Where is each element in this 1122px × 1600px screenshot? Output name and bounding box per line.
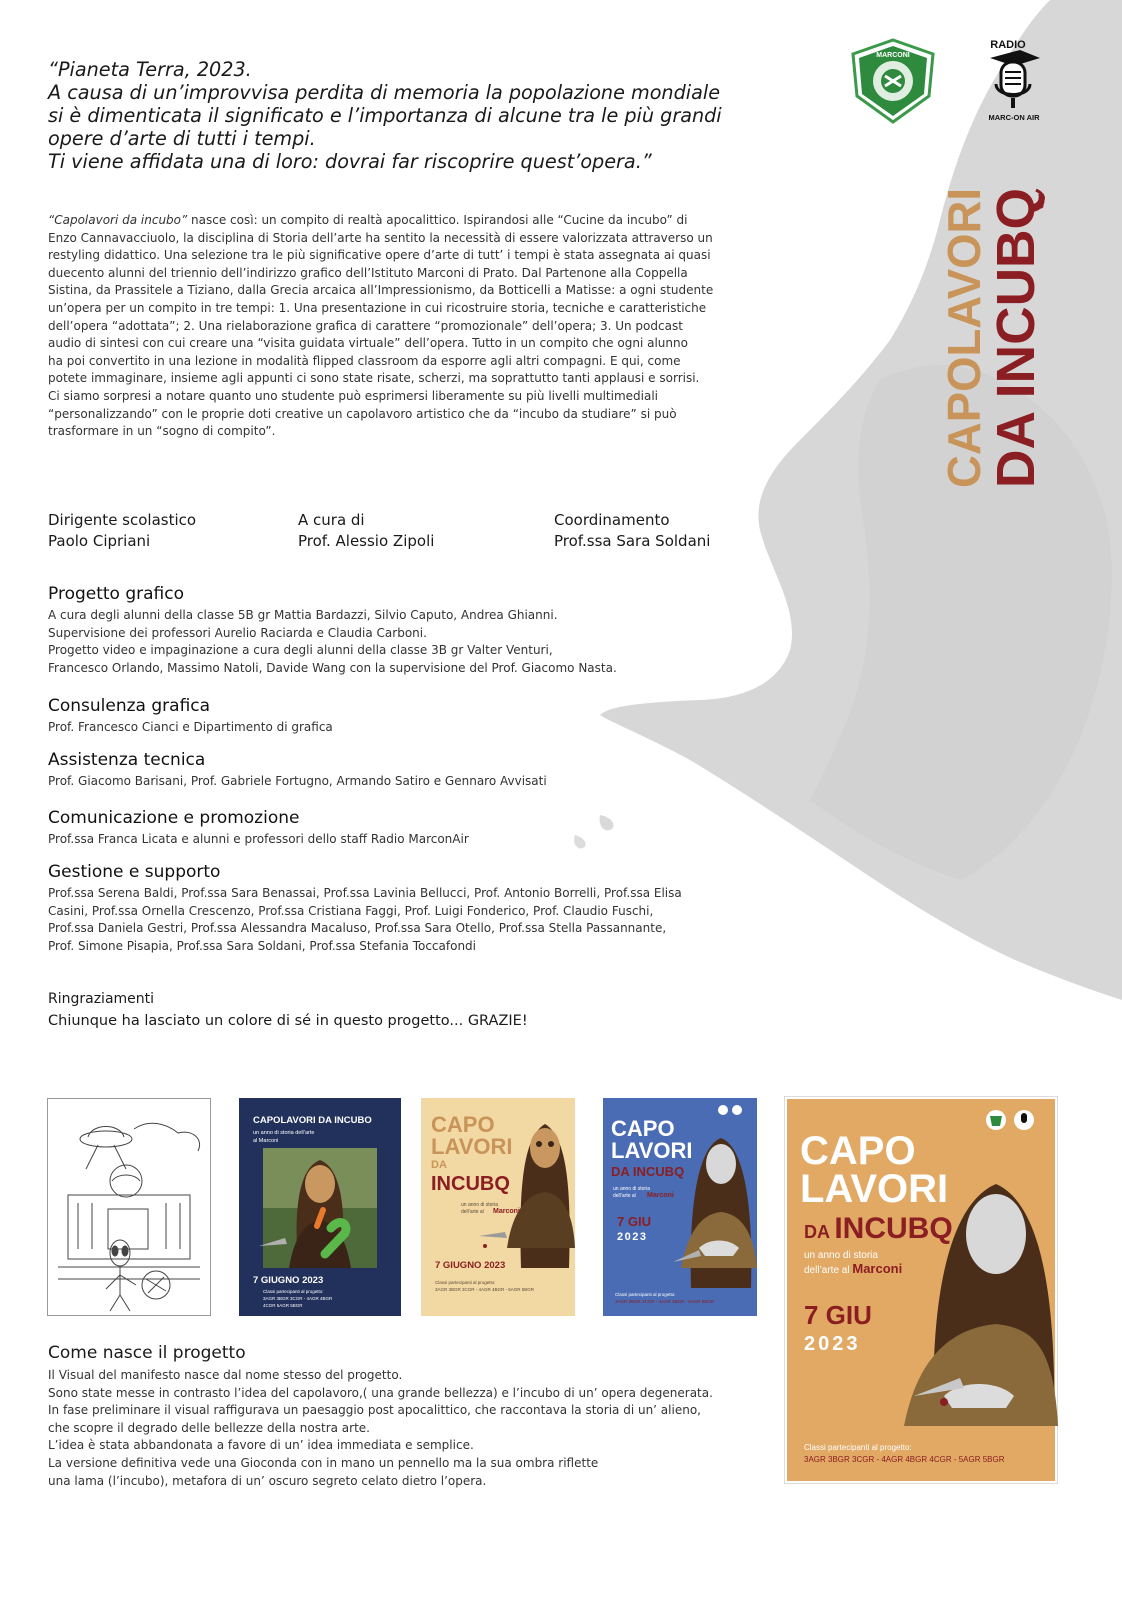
marconi-logo-text: MARCONI [876,52,910,59]
section-line: Casini, Prof.ssa Ornella Crescenzo, Prof.ssa Cristiana Faggi, Prof. Luigi Fonderico, Prof. Claudio Fuschi, [48,903,654,918]
quote-line: Ti viene affidata una di loro: dovrai far riscoprire quest’opera.” [48,150,652,173]
p2-classes1: Classi partecipanti al progetto: [263,1289,324,1294]
section-title: Comunicazione e promozione [48,808,300,828]
credit-name: Prof. Alessio Zipoli [298,532,435,550]
intro-line: restyling didattico. Una selezione tra le più significative opere d’arte di tutt’ i tempi è stata assegnata ai quasi [48,248,711,263]
final-poster [784,1096,1058,1484]
how-line: Sono state messe in contrasto l’idea del capolavoro,( una grande bellezza) e l’incubo di un’ opera degenerata. [48,1385,713,1400]
final-poster-image [784,1096,1058,1484]
p2-date: 7 GIUGNO 2023 [253,1275,324,1286]
quote-line: si è dimenticata il significato e l’importanza di alcune tra le più grandi [48,104,722,127]
section-consulenza-grafica [48,696,728,737]
quote-line: “Pianeta Terra, 2023. [48,58,252,81]
section-line: Francesco Orlando, Massimo Natoli, Davide Wang con la supervisione del Prof. Giacomo Nasta. [48,660,617,675]
intro-line: un’opera per un compito in tre tempi: 1. Una presentazione in cui ricostruire storia, tecniche e caratteristiche [48,300,707,315]
section-title: Assistenza tecnica [48,750,206,770]
intro-paragraph [48,212,748,441]
p5-classes2: 3AGR 3BGR 3CGR - 4AGR 4BGR 4CGR - 5AGR 5BGR [804,1455,1005,1464]
p4-classes1: Classi partecipanti al progetto: [615,1292,676,1297]
p2-classes2: 3AGR 3BGR 3CGR - 4AGR 4BGR [263,1296,333,1301]
section-progetto-grafico [48,584,728,677]
how-line: L’idea è stata abbandonata a favore di un’ idea immediata e semplice. [48,1438,474,1453]
how-line: In fase preliminare il visual raffigurava un paesaggio post apocalittico, che raccontava la storia di un’ alieno, [48,1403,701,1418]
ringraziamenti [48,988,528,1032]
radio-logo-top-text: RADIO [990,39,1026,51]
radio-marconair-logo [984,36,1044,124]
p3-sub3: Marconi [493,1208,520,1215]
how-line: una lama (l’incubo), metafora di un’ oscuro segreto celato dietro l’opera. [48,1473,487,1488]
quote-line: opere d’arte di tutti i tempi. [48,127,316,150]
poster-blue-thumbnail [603,1098,757,1316]
section-line: A cura degli alunni della classe 5B gr Mattia Bardazzi, Silvio Caputo, Andrea Ghianni. [48,608,558,622]
section-line: Prof. Francesco Cianci e Dipartimento di grafica [48,720,333,734]
how-line: Il Visual del manifesto nasce dal nome stesso del progetto. [48,1368,403,1382]
section-comunicazione [48,808,728,849]
how-line: La versione definitiva vede una Gioconda con in mano un pennello ma la sua ombra riflette [48,1455,599,1470]
p4-l2: LAVORI [611,1138,693,1163]
ringraziamenti-text: Chiunque ha lasciato un colore di sé in questo progetto... GRAZIE! [48,1013,528,1029]
p2-sub1: un anno di storia dell’arte [253,1130,315,1136]
alien-sketch-image [48,1099,210,1315]
poster-navy-image [239,1098,401,1316]
intro-line: duecento alunni del triennio dell’indirizzo grafico dell’Istituto Marconi di Prato. Dal Partenone alla Coppella [48,265,688,280]
p5-l1: CAPO [800,1129,916,1173]
ringraziamenti-title: Ringraziamenti [48,991,155,1007]
p4-l3: DA INCUBQ [611,1164,685,1179]
section-assistenza-tecnica [48,750,728,791]
p5-l3b: INCUBQ [834,1212,953,1245]
section-line: Progetto video e impaginazione a cura degli alunni della classe 3B gr Valter Venturi, [48,643,553,658]
p3-l1: CAPO [431,1112,495,1137]
section-line: Prof.ssa Franca Licata e alunni e professori dello staff Radio MarconAir [48,832,469,846]
intro-line: Sistina, da Prassitele a Tiziano, dalla Grecia arcaica all’Impressionismo, da Botticelli a Matisse: a ogni studente [48,283,714,298]
section-gestione-supporto [48,862,728,955]
intro-line: Ci siamo sorpresi a notare quanto uno studente può esprimersi liberamente su più livelli multimediali [48,388,658,403]
p5-d2: 2023 [804,1333,861,1355]
credit-dirigente [48,510,196,552]
vertical-title-line-2: DA INCUBQ [986,184,1046,488]
section-title: Progetto grafico [48,584,185,604]
p5-l2: LAVORI [800,1167,949,1211]
section-line: Supervisione dei professori Aurelio Raciarda e Claudia Carboni. [48,625,427,640]
p4-sub2: dell’arte al [613,1193,636,1199]
how-title: Come nasce il progetto [48,1343,246,1363]
intro-line: nasce così: un compito di realtà apocalittico. Ispirandosi alle “Cucine da incubo” di [187,213,688,227]
poster-cream-image [421,1098,575,1316]
credit-name: Paolo Cipriani [48,532,151,550]
intro-line: “personalizzando” con le proprie doti creative un capolavoro artistico che da “incubo da studiare” si può [48,406,677,421]
p5-classes1: Classi partecipanti al progetto: [804,1443,912,1452]
p3-sub2: dell’arte al [461,1209,484,1215]
p5-sub1: un anno di storia [804,1250,878,1261]
p2-sub2: al Marconi [253,1138,279,1144]
p2-classes3: 4CGR 5AGR 5BGR [263,1303,303,1308]
marconi-school-logo [845,36,941,126]
credit-coordinamento [554,510,710,552]
p3-classes1: Classi partecipanti al progetto: [435,1280,496,1285]
p3-l4: INCUBQ [431,1173,510,1195]
p3-date: 7 GIUGNO 2023 [435,1260,506,1271]
p3-sub1: un anno di storia [461,1202,498,1208]
vertical-title-line-1: CAPOLAVORI [938,184,990,488]
how-line: che scopre il degrado delle bellezze della nostra arte. [48,1420,370,1435]
section-line: Prof. Simone Pisapia, Prof.ssa Sara Soldani, Prof.ssa Stefania Toccafondi [48,938,476,953]
vertical-title [928,172,1046,492]
intro-line: trasformare in un “sogno di compito”. [48,424,276,439]
p3-l3: DA [431,1159,447,1171]
p4-d2: 2023 [617,1231,648,1243]
p2-title: CAPOLAVORI DA INCUBO [253,1115,372,1126]
credit-role: Coordinamento [554,511,670,529]
p5-sub2a: dell’arte al [804,1265,853,1276]
intro-line: dell’opera “adottata”; 2. Una rielaborazione grafica di carattere “promozionale” dell’opera; 3. Un podcast [48,318,683,333]
credit-curatore [298,510,434,552]
p5-sub2b: Marconi [852,1261,903,1276]
intro-line: potete immaginare, insieme agli appunti ci sono state risate, scherzi, ma soprattutto tanti applausi e sorrisi. [48,371,700,386]
p5-d1: 7 GIU [804,1300,872,1330]
intro-quote [48,58,808,173]
poster-blue-image [603,1098,757,1316]
p4-sub1: un anno di storia [613,1186,650,1192]
p3-l2: LAVORI [431,1134,513,1159]
radio-logo-bottom-text: MARC-ON AIR [988,113,1040,122]
credit-role: A cura di [298,511,365,529]
p4-sub3: Marconi [647,1192,674,1199]
credit-role: Dirigente scolastico [48,511,197,529]
section-title: Consulenza grafica [48,696,211,716]
section-line: Prof.ssa Daniela Gestri, Prof.ssa Alessandra Macaluso, Prof.ssa Sara Otello, Prof.ssa Stella Passannante, [48,921,667,936]
poster-navy-thumbnail [239,1098,401,1316]
p4-l1: CAPO [611,1116,675,1141]
poster-cream-thumbnail [421,1098,575,1316]
p3-classes2: 3AGR 3BGR 3CGR - 4AGR 4BGR - 5AGR 5BGR [435,1287,535,1292]
p5-l3a: DA [804,1222,835,1242]
quote-line: A causa di un’improvvisa perdita di memoria la popolazione mondiale [48,81,720,104]
credit-name: Prof.ssa Sara Soldani [554,532,711,550]
intro-lead: “Capolavori da incubo” [48,213,188,227]
intro-line: Enzo Cannavacciuolo, la disciplina di Storia dell’arte ha sentito la necessità di essere valorizzata attraverso un [48,230,713,245]
section-line: Prof.ssa Serena Baldi, Prof.ssa Sara Benassai, Prof.ssa Lavinia Bellucci, Prof. Antonio Borrelli, Prof.ssa Elisa [48,886,682,900]
section-title: Gestione e supporto [48,862,221,882]
p4-d1: 7 GIU [617,1214,651,1229]
intro-line: audio di sintesi con cui creare una “visita guidata virtuale” dell’opera. Tutto in un compito che ogni alunno [48,336,688,351]
come-nasce-il-progetto [48,1343,748,1490]
p4-classes2: 3AGR 3BGR 3CGR - 4AGR 4BGR - 5AGR 5BGR [615,1299,715,1304]
poster-sketch-thumbnail [47,1098,211,1316]
intro-line: ha poi convertito in una lezione in modalità flipped classroom da esporre agli altri compagni. E qui, come [48,353,681,368]
section-line: Prof. Giacomo Barisani, Prof. Gabriele Fortugno, Armando Satiro e Gennaro Avvisati [48,774,547,788]
